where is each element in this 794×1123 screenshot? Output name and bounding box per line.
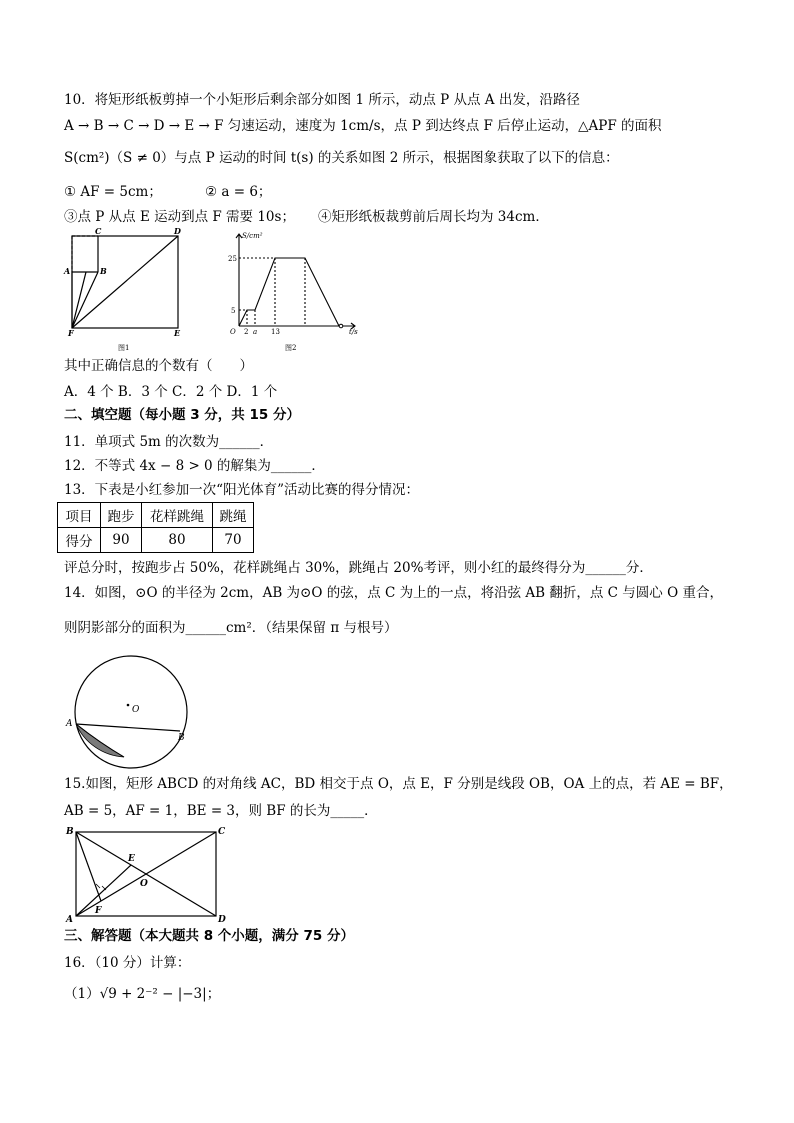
fig1-label-a: A	[64, 266, 71, 276]
q14-figure	[62, 655, 202, 770]
q10-figure1	[62, 228, 192, 356]
q13-continued: 评总分时，按跑步占 50%，花样跳绳占 30%，跳绳占 20%考评，则小红的最终得分为______分．	[64, 560, 653, 576]
q16-part1: （1）√9 + 2⁻² − |−3|；	[64, 986, 221, 1002]
q12: 12．不等式 4x − 8 > 0 的解集为______．	[64, 458, 325, 474]
table-header: 项目	[58, 503, 101, 528]
fig1-label-f: F	[68, 328, 74, 338]
fig1-caption: 图1	[118, 344, 130, 352]
fig1-label-e: E	[174, 328, 181, 338]
q14-line2: 则阴影部分的面积为______cm²．（结果保留 π 与根号）	[64, 620, 398, 636]
fig1-label-c: C	[95, 228, 102, 236]
q10-info4: ④矩形纸板裁剪前后周长均为 34cm．	[318, 209, 549, 225]
q15-line1: 15.如图，矩形 ABCD 的对角线 AC，BD 相交于点 O，点 E，F 分别是线段 OB，OA 上的点，若 AE = BF，	[64, 776, 733, 792]
table-header: 花样跳绳	[142, 503, 213, 528]
table-cell: 90	[101, 528, 142, 553]
fig2-tick-a: a	[253, 328, 258, 336]
q10-line3: S(cm²)（S ≠ 0）与点 P 运动的时间 t(s) 的关系如图 2 所示，根据图象获取了以下的信息：	[64, 150, 619, 166]
fig15-label-a: A	[66, 915, 73, 925]
q10-info2: ② a = 6；	[205, 184, 272, 200]
q10-info3: ③点 P 从点 E 运动到点 F 需要 10s；	[64, 209, 295, 225]
table-row	[58, 503, 254, 528]
q10-question: 其中正确信息的个数有（ ）	[64, 358, 253, 374]
fig2-xlabel: t/s	[349, 328, 358, 336]
fig2-tick-25: 25	[228, 255, 237, 263]
fig15-label-f: F	[95, 906, 102, 916]
fig1-label-b: B	[100, 266, 107, 276]
q10-options: A．4 个 B．3 个 C．2 个 D．1 个	[64, 384, 278, 400]
fig15-label-o: O	[140, 879, 148, 889]
fig15-label-e: E	[128, 854, 135, 864]
table-cell: 得分	[58, 528, 101, 553]
fig2-ylabel: S/cm²	[242, 232, 263, 240]
fig14-label-a: A	[66, 719, 73, 729]
q10-line2: A → B → C → D → E → F 匀速运动，速度为 1cm/s，点 P 到达终点 F 后停止运动，△APF 的面积	[64, 118, 662, 134]
sec3-heading: 三、解答题（本大题共 8 个小题，满分 75 分）	[64, 928, 354, 944]
table-header: 跑步	[101, 503, 142, 528]
q13: 13．下表是小红参加一次“阳光体育”活动比赛的得分情况：	[64, 482, 419, 498]
table-row	[58, 528, 254, 553]
q10-figure2	[225, 228, 365, 356]
table-cell: 80	[142, 528, 213, 553]
fig15-label-d: D	[218, 915, 226, 925]
score-table	[57, 502, 254, 553]
q15-figure	[62, 822, 242, 926]
table-header: 跳绳	[213, 503, 254, 528]
q14-line1: 14．如图，⊙O 的半径为 2cm，AB 为⊙O 的弦，点 C 为上的一点，将沿弦 AB 翻折，点 C 与圆心 O 重合，	[64, 585, 723, 601]
q10-info1: ① AF = 5cm；	[64, 184, 162, 200]
fig14-label-o: O	[132, 705, 140, 715]
table-cell: 70	[213, 528, 254, 553]
fig2-tick-5: 5	[231, 307, 236, 315]
q15-line2: AB = 5，AF = 1，BE = 3，则 BF 的长为_____．	[64, 803, 378, 819]
fig2-origin: O	[230, 328, 236, 336]
fig15-label-c: C	[218, 827, 226, 837]
fig1-label-d: D	[174, 228, 181, 236]
fig2-caption: 图2	[285, 344, 297, 352]
q11: 11．单项式 5m 的次数为______．	[64, 434, 274, 450]
fig2-tick-2: 2	[244, 328, 249, 336]
q10-line1: 10．将矩形纸板剪掉一个小矩形后剩余部分如图 1 所示，动点 P 从点 A 出发，沿路径	[64, 92, 580, 108]
fig2-tick-13: 13	[271, 328, 280, 336]
q16: 16．（10 分）计算：	[64, 955, 191, 971]
fig14-label-b: B	[178, 733, 185, 743]
sec2-heading: 二、填空题（每小题 3 分，共 15 分）	[64, 407, 300, 423]
fig15-label-b: B	[66, 827, 74, 837]
